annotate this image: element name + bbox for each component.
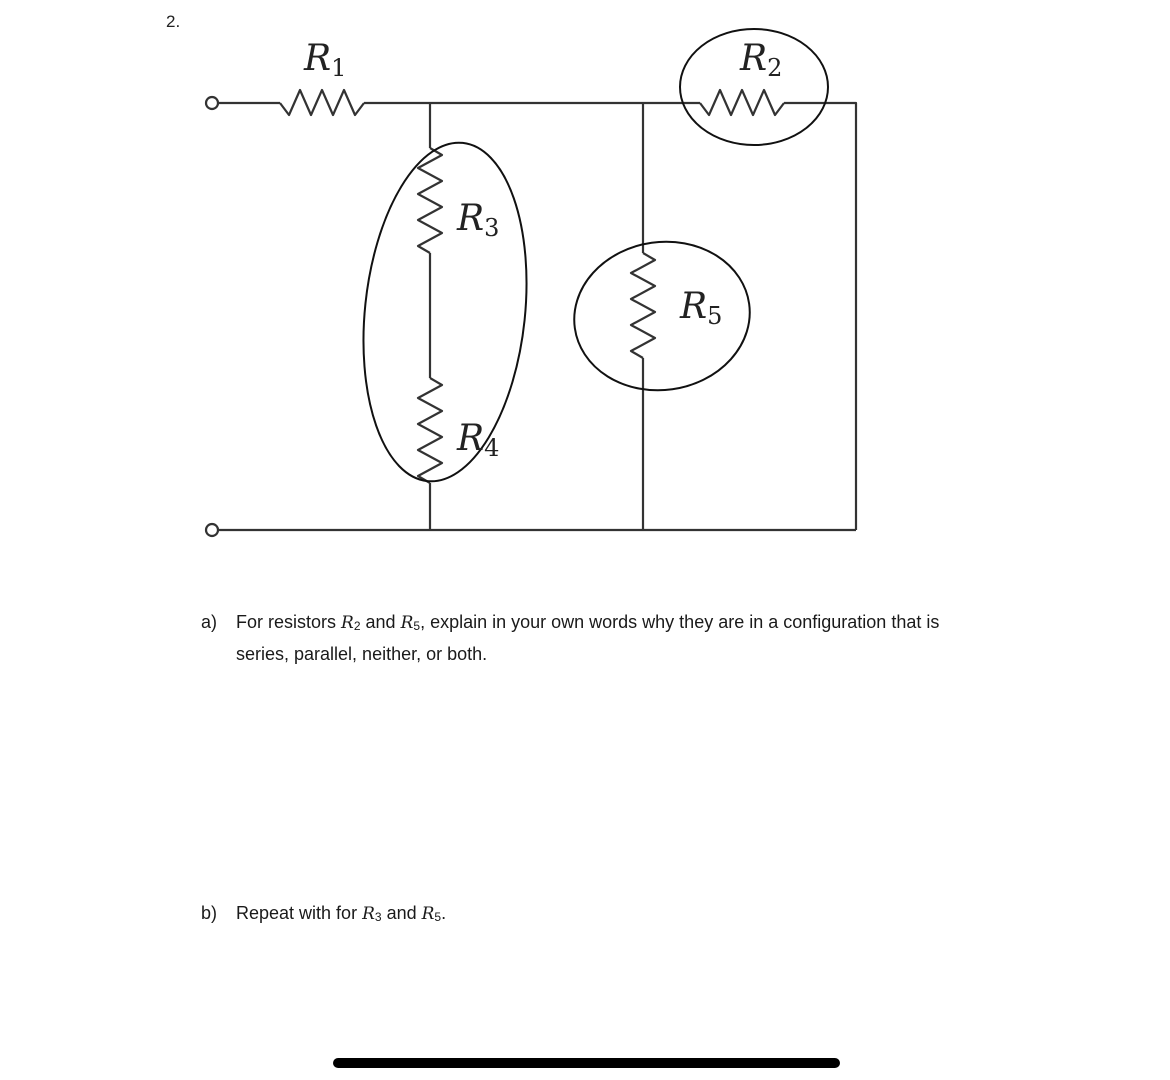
question-a-line1: For resistors $R_2$ and $R_5$, explain in your own words why they are in a configuration that is: [236, 612, 940, 633]
question-a-text: [236, 608, 939, 668]
input-terminal-bottom: [206, 524, 218, 536]
resistor-r3-zigzag: [418, 148, 442, 253]
circle-around-r5: [565, 230, 760, 401]
circle-around-r3-r4: [348, 135, 543, 490]
resistor-r2-zigzag: [700, 90, 784, 115]
home-indicator-bar[interactable]: [333, 1058, 840, 1068]
question-b: [201, 899, 801, 929]
question-b-letter: b): [201, 903, 218, 923]
label-r1: R1: [304, 38, 347, 82]
label-r2: R2: [740, 38, 783, 82]
problem-number: 2.: [166, 12, 181, 31]
resistor-r4-zigzag: [418, 378, 442, 483]
label-r3: R3: [457, 198, 500, 242]
label-r5: R5: [680, 286, 723, 330]
resistor-r1-zigzag: [280, 90, 364, 115]
question-a: [201, 608, 1041, 668]
question-a-line2: series, parallel, neither, or both.: [236, 644, 488, 664]
question-b-text: Repeat with for $R_3$ and $R_5$.: [236, 903, 447, 924]
resistor-r5-zigzag: [631, 253, 655, 358]
question-a-letter: a): [201, 612, 218, 632]
label-r4: R4: [457, 418, 500, 462]
input-terminal-top: [206, 97, 218, 109]
top-wire-right: [784, 103, 856, 530]
